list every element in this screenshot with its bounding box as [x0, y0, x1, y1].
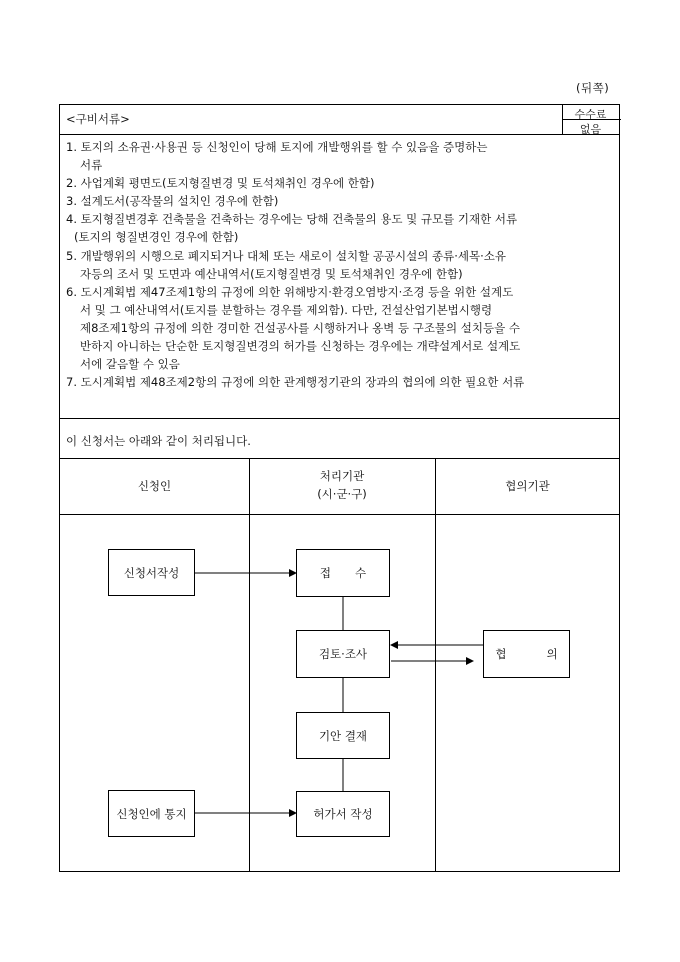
write-application-box: 신청서작성: [108, 549, 195, 596]
receive-label: 접수: [319, 566, 391, 580]
list-item: 반하지 아니하는 단순한 토지형질변경의 허가를 신청하는 경우에는 개략설계서로 설계도: [80, 339, 521, 354]
list-item: 서류: [80, 158, 103, 173]
column-header-consult: 협의기관: [505, 479, 550, 493]
review-box: 검토·조사: [296, 630, 390, 678]
list-item: 4. 토지형질변경후 건축물을 건축하는 경우에는 당해 건축물의 용도 및 규모를 기재한 서류: [66, 212, 518, 227]
page-side-label: (뒤쪽): [576, 81, 610, 95]
draft-approval-box: 기안 결재: [296, 712, 390, 759]
fee-value: 없음: [579, 123, 602, 136]
agency-label: 처리기관: [319, 469, 365, 483]
list-item: 2. 사업계획 평면도(토지형질변경 및 토석채취인 경우에 한함): [66, 176, 375, 191]
list-item: 자등의 조서 및 도면과 예산내역서(토지형질변경 및 토석채취인 경우에 한함): [80, 266, 463, 281]
list-item: 서에 갈음할 수 있음: [80, 357, 180, 372]
receive-box: [296, 549, 390, 597]
list-item: 6. 도시계획법 제47조제1항의 규정에 의한 위해방지·환경오염방지·조경 등을 위한 설계도: [66, 284, 514, 299]
list-item: 3. 설계도서(공작물의 설치인 경우에 한함): [66, 194, 279, 209]
agency-sublabel: (시·군·구): [317, 487, 367, 501]
notify-applicant-box: 신청인에 통지: [108, 790, 195, 837]
list-item: 5. 개발행위의 시행으로 폐지되거나 대체 또는 새로이 설치할 공공시설의 종류·세목·소유: [66, 248, 506, 263]
consult-box: [483, 630, 598, 678]
column-header-applicant: 신청인: [137, 479, 172, 493]
consult-label: 협의: [495, 647, 598, 661]
list-item: (토지의 형질변경인 경우에 한함): [74, 230, 239, 245]
fee-label: 수수료: [574, 108, 607, 121]
process-note: 이 신청서는 아래와 같이 처리됩니다.: [66, 434, 251, 448]
required-docs-title: <구비서류>: [66, 112, 130, 126]
list-item: 제8조제1항의 규정에 의한 경미한 건설공사를 시행하거나 옹벽 등 구조물의 설치등을 수: [80, 320, 520, 335]
list-item: 서 및 그 예산내역서(토지를 분할하는 경우를 제외함). 다만, 건설산업기본법시행령: [80, 302, 493, 317]
list-item: 7. 도시계획법 제48조제2항의 규정에 의한 관계행정기관의 장과의 협의에 의한 필요한 서류: [66, 375, 525, 390]
list-item: 1. 토지의 소유권·사용권 등 신청인이 당해 토지에 개발행위를 할 수 있음을 증명하는: [66, 140, 488, 154]
issue-permit-box: 허가서 작성: [296, 791, 390, 837]
